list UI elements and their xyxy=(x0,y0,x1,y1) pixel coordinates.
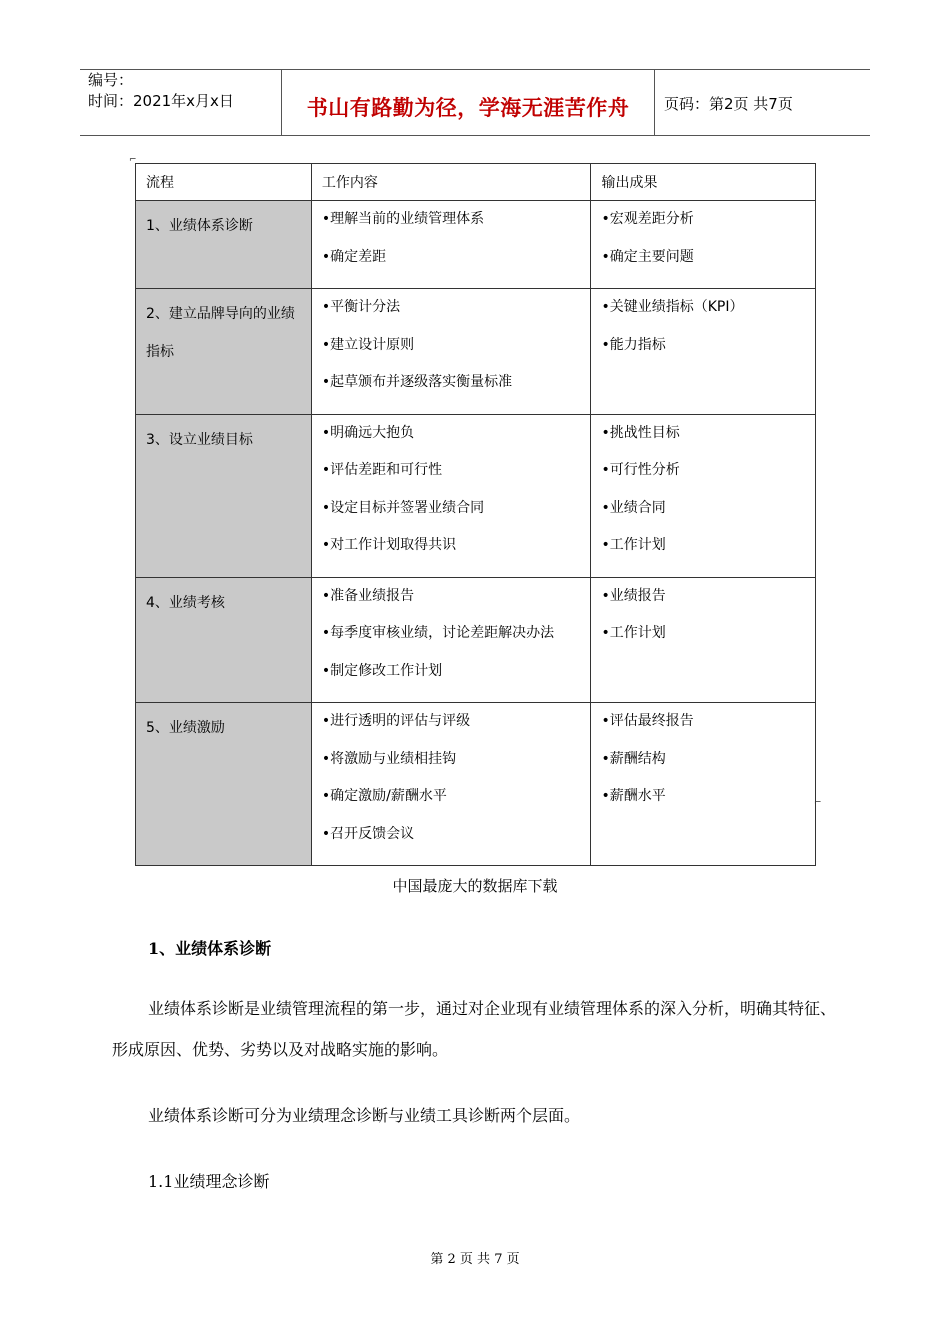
step-label: 5、业绩激励 xyxy=(146,720,225,736)
table-corner-mark-top-left: ⌐ xyxy=(129,155,137,165)
process-table xyxy=(135,163,816,866)
output-item: •确定主要问题 xyxy=(601,248,694,265)
output-list xyxy=(591,201,815,288)
subsection-title: 1.1业绩理念诊断 xyxy=(148,1172,270,1191)
work-item: •召开反馈会议 xyxy=(321,825,415,842)
work-item: •每季度审核业绩，讨论差距解决办法 xyxy=(321,625,555,641)
header-divider-right xyxy=(654,69,655,136)
output-item: •挑战性目标 xyxy=(601,424,680,441)
output-list xyxy=(591,289,815,376)
work-item: •平衡计分法 xyxy=(321,299,401,315)
table-row xyxy=(136,414,816,577)
work-item: •评估差距和可行性 xyxy=(321,462,443,478)
output-item: •宏观差距分析 xyxy=(601,211,694,227)
output-item: •评估最终报告 xyxy=(601,713,694,729)
output-item: •能力指标 xyxy=(601,336,666,353)
output-item: •薪酬水平 xyxy=(601,788,666,804)
step-label: 2、建立品牌导向的业绩指标 xyxy=(146,306,295,360)
work-item: •将激励与业绩相挂钩 xyxy=(321,750,457,767)
work-item: •设定目标并签署业绩合同 xyxy=(321,499,485,516)
work-item: •理解当前的业绩管理体系 xyxy=(321,211,485,227)
column-header-work: 工作内容 xyxy=(311,164,591,201)
work-item: •明确远大抱负 xyxy=(321,424,415,441)
work-item: •制定修改工作计划 xyxy=(321,662,443,679)
output-item: •工作计划 xyxy=(601,537,666,553)
doc-time-label: 时间：2021年x月x日 xyxy=(88,92,234,110)
output-item: •业绩报告 xyxy=(601,587,666,604)
output-item: •业绩合同 xyxy=(601,499,666,516)
output-item: •可行性分析 xyxy=(601,462,680,478)
work-item: •准备业绩报告 xyxy=(321,587,415,604)
step-label: 1、业绩体系诊断 xyxy=(146,218,253,234)
work-list xyxy=(312,703,591,865)
work-list xyxy=(312,415,591,577)
table-corner-mark-bottom-right: ⌐ xyxy=(814,798,822,808)
header-meta xyxy=(88,70,234,112)
header-page-info: 页码：第2页 共7页 xyxy=(664,95,793,113)
step-label: 4、业绩考核 xyxy=(146,594,225,611)
column-header-process: 流程 xyxy=(136,164,312,201)
output-list xyxy=(591,703,815,828)
work-list xyxy=(312,289,591,414)
output-list xyxy=(591,415,815,577)
work-item: •进行透明的评估与评级 xyxy=(321,713,471,729)
page-footer: 第 2 页 共 7 页 xyxy=(430,1252,520,1267)
doc-number-label: 编号： xyxy=(88,71,134,89)
column-header-output: 输出成果 xyxy=(591,164,816,201)
output-item: •工作计划 xyxy=(601,625,666,641)
work-list xyxy=(312,578,591,703)
table-row xyxy=(136,577,816,703)
header-motto: 书山有路勤为径，学海无涯苦作舟 xyxy=(306,96,630,120)
work-item: •起草颁布并逐级落实衡量标准 xyxy=(321,374,513,390)
work-list xyxy=(312,201,591,288)
output-list xyxy=(591,578,815,665)
table-row xyxy=(136,201,816,289)
step-label: 3、设立业绩目标 xyxy=(146,431,253,448)
work-item: •建立设计原则 xyxy=(321,336,415,353)
work-item: •确定差距 xyxy=(321,248,387,265)
output-item: •关键业绩指标（KPI） xyxy=(601,299,744,315)
work-item: •对工作计划取得共识 xyxy=(321,537,457,553)
table-row xyxy=(136,289,816,415)
output-item: •薪酬结构 xyxy=(601,750,666,767)
work-item: •确定激励/薪酬水平 xyxy=(321,788,447,804)
table-caption: 中国最庞大的数据库下载 xyxy=(392,877,558,895)
table-header-row xyxy=(136,164,816,201)
paragraph: 业绩体系诊断是业绩管理流程的第一步，通过对企业现有业绩管理体系的深入分析，明确其特征、形成原因、优势、劣势以及对战略实施的影响。 xyxy=(112,999,837,1059)
table-row xyxy=(136,703,816,866)
paragraph: 业绩体系诊断可分为业绩理念诊断与业绩工具诊断两个层面。 xyxy=(148,1106,581,1125)
section-title: 1、业绩体系诊断 xyxy=(148,939,272,958)
header-bottom-rule xyxy=(80,135,870,136)
